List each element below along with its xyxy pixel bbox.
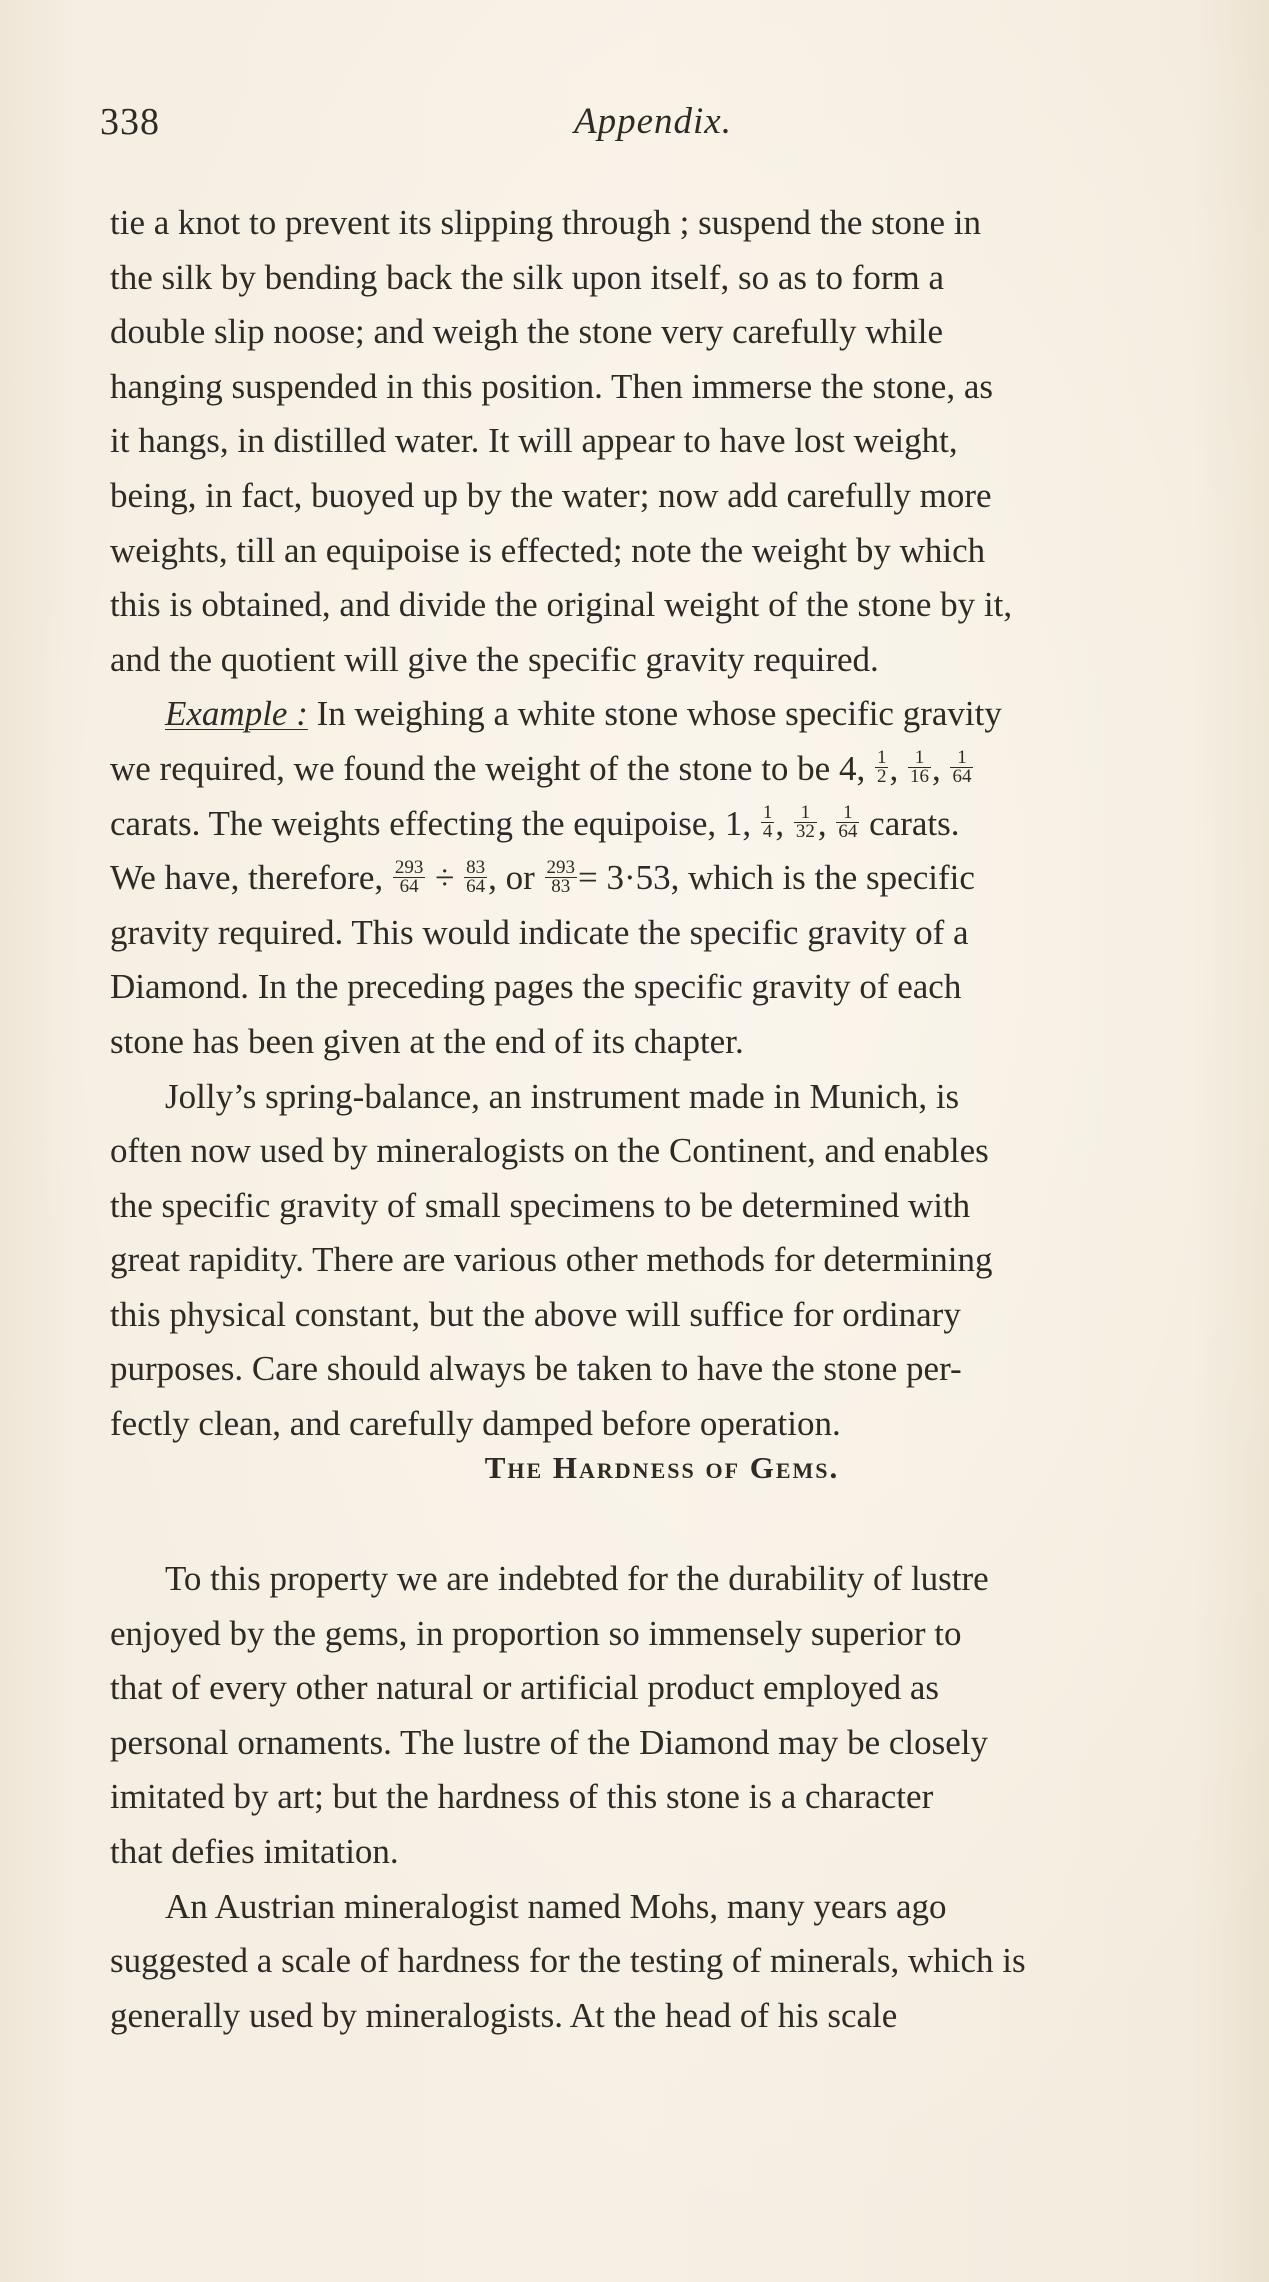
fraction: $\frac{1}{32}$ (795, 802, 815, 842)
fraction: $\frac{293}{64}$ (394, 856, 424, 897)
example-line1-text: In weighing a white stone whose specific gravity (316, 694, 1002, 734)
fraction: $\frac{1}{2}$ (876, 747, 887, 788)
text-line: it hangs, in distilled water. It will appear to have lost weight, (110, 421, 958, 461)
text-line: Diamond. In the preceding pages the specific gravity of each (110, 967, 962, 1007)
fraction: $\frac{293}{83}$ (546, 856, 576, 897)
text-line: double slip noose; and weigh the stone very carefully while (110, 312, 943, 352)
text-line (110, 851, 1214, 906)
fraction: $\frac{1}{64}$ (952, 747, 972, 788)
text-line: enjoyed by the gems, in proportion so immensely superior to (110, 1613, 962, 1653)
text-line: An Austrian mineralogist named Mohs, many years ago (165, 1886, 947, 1926)
mohs-paragraph (110, 1880, 1214, 2044)
text-line: purposes. Care should always be taken to have the stone per- (110, 1349, 962, 1389)
example-paragraph (110, 687, 1214, 1069)
text-line: weights, till an equipoise is effected; note the weight by which (110, 530, 986, 570)
text-line: that of every other natural or artificial product employed as (110, 1668, 939, 1708)
text-line: Jolly’s spring-balance, an instrument made in Munich, is (165, 1076, 960, 1116)
example-line4-text-a: We have, therefore, (110, 858, 384, 898)
text-line: we required, we found the weight of the stone to be 4, $\frac{1}{2}$ , $\frac{1}{16}$ , $\frac{1}{64}$ (110, 747, 972, 788)
jolly-paragraph (110, 1070, 1214, 1452)
fraction: $\frac{83}{64}$ (466, 856, 486, 897)
text-line: the silk by bending back the silk upon itself, so as to form a (110, 257, 945, 297)
fraction: $\frac{1}{64}$ (838, 802, 858, 842)
text-line: gravity required. This would indicate the specific gravity of a (110, 912, 969, 952)
text-line: great rapidity. There are various other methods for determining (110, 1240, 993, 1280)
text-line: carats. The weights effecting the equipoise, 1, $\frac{1}{4}$ , $\frac{1}{32}$ , $\frac{1}{64}$ carats. (110, 802, 960, 843)
text-line: To this property we are indebted for the durability of lustre (165, 1559, 989, 1598)
section-heading: The Hardness of Gems. (484, 1450, 840, 1485)
text-line (110, 687, 1214, 742)
text-line: and the quotient will give the specific gravity required. (110, 639, 879, 679)
text-line: generally used by mineralogists. At the head of his scale (110, 1995, 898, 2035)
paragraph-continuation (110, 196, 1214, 687)
example-line2-text: we required, we found the weight of the stone to be 4, (110, 748, 866, 788)
body-text-top (110, 196, 1214, 1452)
text-line: this physical constant, but the above will suffice for ordinary (110, 1294, 961, 1334)
fraction: $\frac{1}{4}$ (762, 802, 773, 842)
text-line: being, in fact, buoyed up by the water; now add carefully more (110, 475, 992, 515)
fraction: $\frac{1}{16}$ (909, 747, 929, 788)
page-number: 338 (100, 101, 160, 143)
text-line: this is obtained, and divide the original weight of the stone by it, (110, 585, 1013, 625)
text-line: that defies imitation. (110, 1831, 399, 1871)
example-line3-text-a: carats. The weights effecting the equipoise, 1, (110, 803, 752, 843)
text-line: stone has been given at the end of its chapter. (110, 1021, 744, 1061)
body-text-bottom (110, 1552, 1214, 2043)
example-label: Example : (165, 694, 308, 734)
running-title: Appendix. (574, 101, 732, 142)
example-line4-text-b: = 3·53, which is the specific (578, 858, 975, 898)
text-line: often now used by mineralogists on the Continent, and enables (110, 1131, 989, 1171)
or-text: , or (488, 858, 535, 898)
hardness-paragraph (110, 1552, 1214, 1880)
text-line: tie a knot to prevent its slipping through ; suspend the stone in (110, 203, 982, 242)
text-line: imitated by art; but the hardness of this stone is a character (110, 1777, 934, 1817)
text-line: personal ornaments. The lustre of the Diamond may be closely (110, 1722, 989, 1762)
text-line: fectly clean, and carefully damped before operation. (110, 1404, 841, 1444)
text-line: suggested a scale of hardness for the testing of minerals, which is (110, 1941, 1026, 1981)
text-line: hanging suspended in this position. Then immerse the stone, as (110, 366, 993, 406)
example-line3-text-b: carats. (869, 803, 960, 843)
running-head (100, 100, 1210, 160)
text-line: the specific gravity of small specimens to be determined with (110, 1185, 971, 1225)
division-sign: ÷ (435, 858, 455, 898)
